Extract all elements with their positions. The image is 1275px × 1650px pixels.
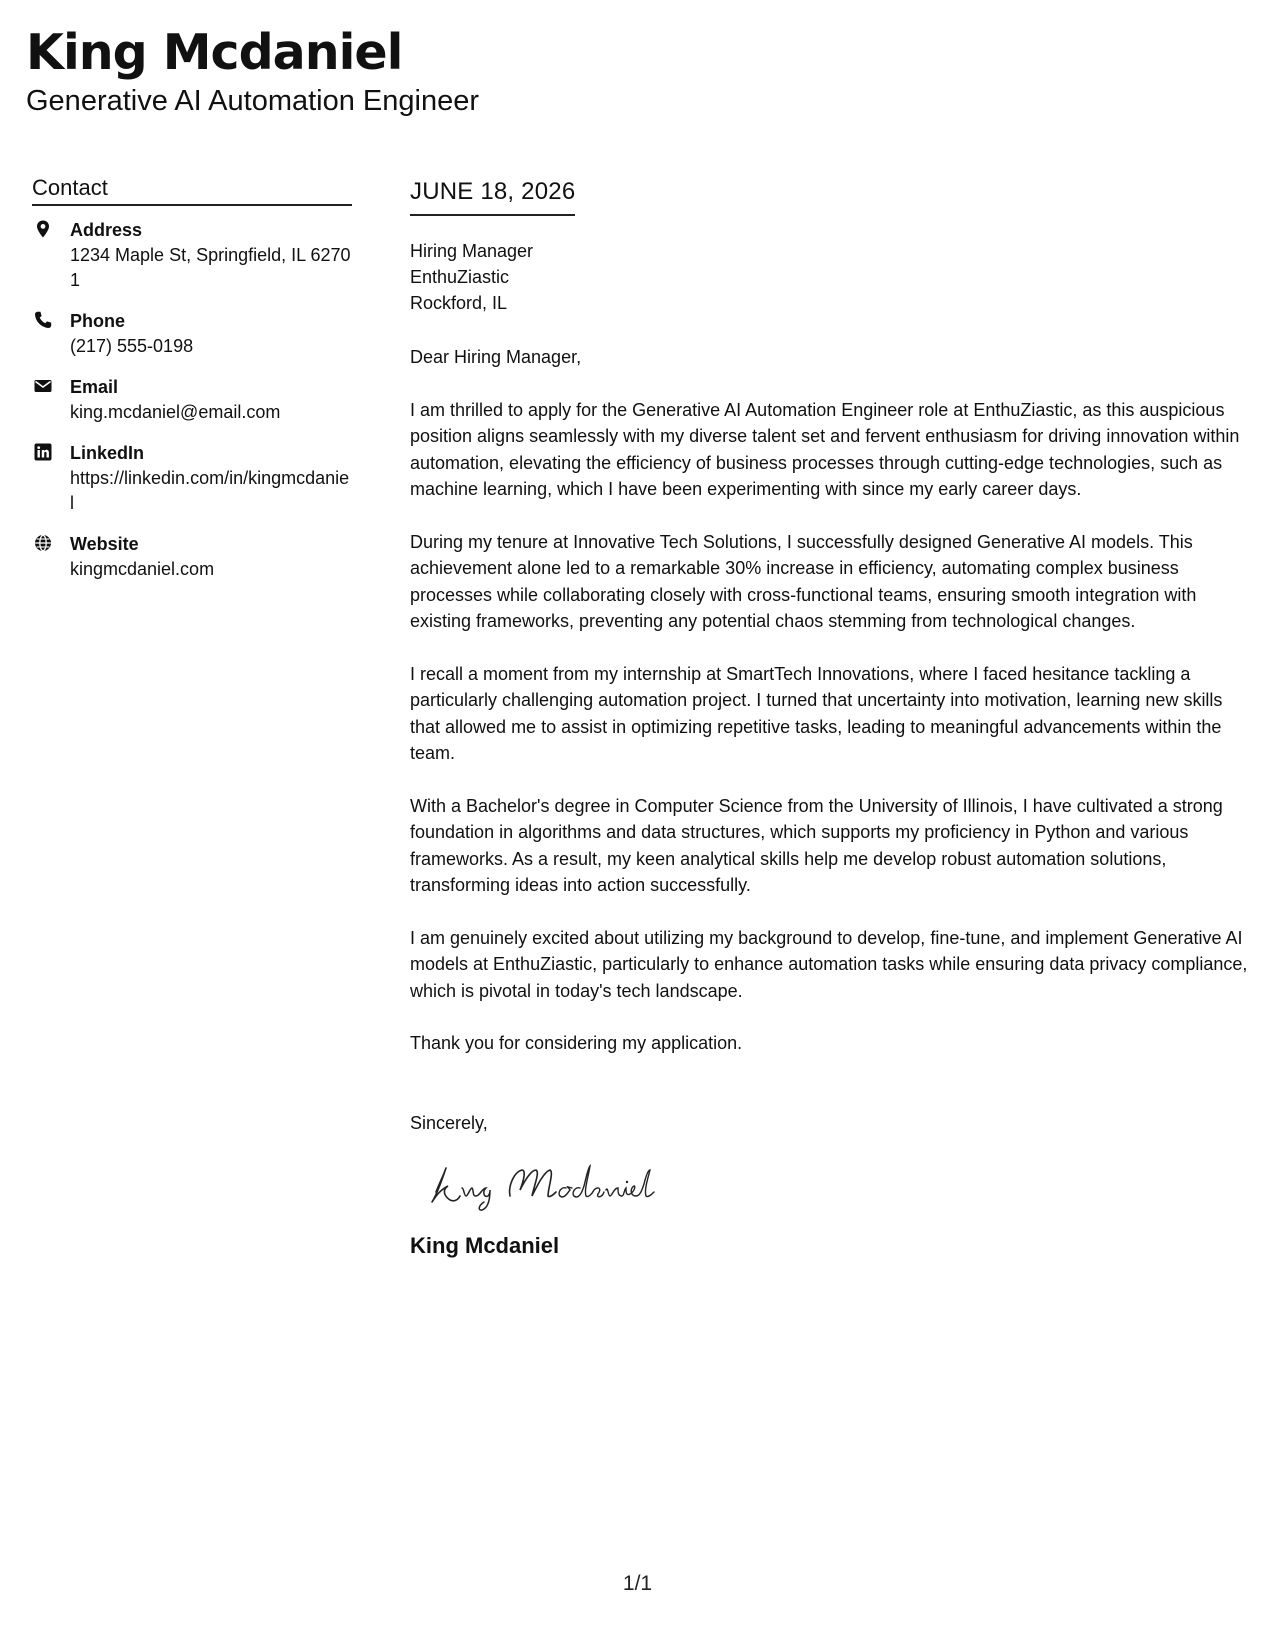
email-link[interactable]: king.mcdaniel@email.com — [70, 402, 281, 422]
recipient-company: EnthuZiastic — [410, 267, 510, 287]
letter-date: JUNE 18, 2026 — [410, 176, 575, 216]
body-paragraph: With a Bachelor's degree in Computer Science from the University of Illinois, I have cultivated a strong foundation in algorithms and data structures, which supports my proficiency in Python and various frameworks. As a result, my keen analytical skills help me develop robust automation solutions, transforming ideas into action successfully. — [410, 795, 1223, 895]
contact-item-address — [32, 218, 352, 293]
closing: Sincerely, — [410, 1112, 488, 1133]
contact-item-website — [32, 532, 352, 582]
contact-item-phone — [32, 309, 352, 359]
phone-value: (217) 555-0198 — [70, 336, 194, 356]
letter-header — [26, 22, 479, 118]
thank-you-line: Thank you for considering my application. — [410, 1033, 743, 1053]
contact-item-email — [32, 375, 352, 425]
contact-label: Phone — [70, 311, 126, 331]
letter-body — [410, 176, 1250, 1260]
contact-label: LinkedIn — [70, 443, 145, 463]
handwritten-signature — [422, 1156, 662, 1216]
map-pin-icon — [34, 220, 52, 238]
body-paragraph: I recall a moment from my internship at SmartTech Innovations, where I faced hesitance tackling a particularly challenging automation project. I turned that uncertainty into motivation, learning new skills that allowed me to assist in optimizing repetitive tasks, leading to meaningful advancements within the team. — [410, 663, 1223, 763]
contact-label: Address — [70, 220, 143, 240]
contact-label: Website — [70, 534, 139, 554]
linkedin-link[interactable]: https://linkedin.com/in/kingmcdaniel — [70, 468, 350, 513]
website-link[interactable]: kingmcdaniel.com — [70, 559, 215, 579]
body-paragraph: I am genuinely excited about utilizing my background to develop, fine-tune, and implement Generative AI models at EnthuZiastic, particularly to enhance automation tasks while ensuring data privacy compliance, which is pivotal in today's tech landscape. — [410, 927, 1248, 1001]
body-paragraph: During my tenure at Innovative Tech Solutions, I successfully designed Generative AI models. This achievement alone led to a remarkable 30% increase in efficiency, automating complex business processes while collaborating closely with cross-functional teams, ensuring smooth integration with existing frameworks, preventing any potential chaos stemming from technological changes. — [410, 531, 1197, 631]
contact-sidebar — [32, 174, 352, 598]
linkedin-icon — [34, 443, 52, 461]
applicant-name: King Mcdaniel — [26, 24, 403, 81]
signer-name: King Mcdaniel — [410, 1232, 560, 1258]
applicant-role: Generative AI Automation Engineer — [26, 85, 480, 117]
address-value: 1234 Maple St, Springfield, IL 62701 — [70, 245, 351, 290]
salutation: Dear Hiring Manager, — [410, 347, 582, 367]
contact-item-linkedin — [32, 441, 352, 516]
phone-icon — [34, 311, 52, 329]
page-number: 1/1 — [622, 1572, 653, 1595]
contact-label: Email — [70, 377, 119, 397]
globe-icon — [34, 534, 52, 552]
recipient-location: Rockford, IL — [410, 293, 508, 313]
recipient-title: Hiring Manager — [410, 241, 534, 261]
envelope-icon — [34, 377, 52, 395]
body-paragraph: I am thrilled to apply for the Generative AI Automation Engineer role at EnthuZiastic, as this auspicious position aligns seamlessly with my diverse talent set and fervent enthusiasm for driving innovation within automation, elevating the efficiency of business processes through cutting-edge technologies, such as machine learning, which I have been experimenting with since my early career days. — [410, 399, 1240, 499]
contact-title: Contact — [32, 174, 352, 206]
recipient-block — [410, 238, 1250, 316]
